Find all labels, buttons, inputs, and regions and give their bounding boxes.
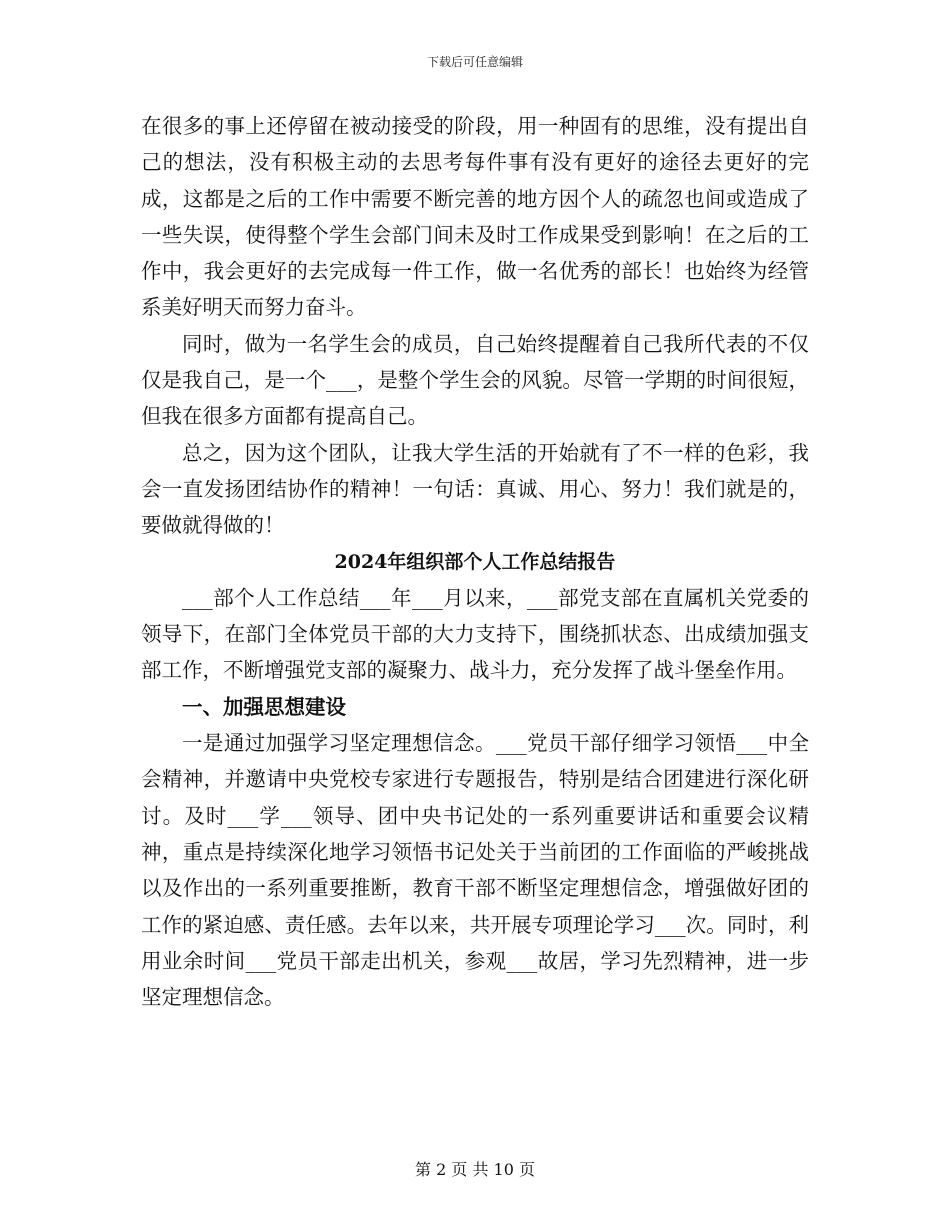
page-number: 第 2 页 共 10 页 bbox=[415, 1160, 535, 1179]
document-body bbox=[141, 108, 809, 1015]
section-heading: 一、加强思想建设 bbox=[182, 694, 346, 719]
paragraph-conclusion: 总之，因为这个团队，让我大学生活的开始就有了不一样的色彩，我会一直发扬团结协作的精神！一句话：真诚、用心、努力！我们就是的，要做就得做的！ bbox=[141, 440, 809, 538]
paragraph-study: 一是通过加强学习坚定理想信念。___党员干部仔细学习领悟___中全会精神，并邀请中央党校专家进行专题报告，特别是结合团建进行深化研讨。及时___学___领导、团中央书记处的一系列重要讲话和重要会议精神，重点是持续深化地学习领悟书记处关于当前团的工作面临的严峻挑战以及作出的一系列重要推断，教育干部不断坚定理想信念，增强做好团的工作的紧迫感、责任感。去年以来，共开展专项理论学习___次。同时，利用业余时间___党员干部走出机关，参观___故居，学习先烈精神，进一步坚定理想信念。 bbox=[141, 731, 809, 1010]
paragraph-member-role: 同时，做为一名学生会的成员，自己始终提醒着自己我所代表的不仅仅是我自己，是一个___，是整个学生会的风貌。尽管一学期的时间很短，但我在很多方面都有提高自己。 bbox=[141, 331, 809, 429]
page-header: 下载后可任意编辑 bbox=[426, 55, 523, 69]
paragraph-intro: ___部个人工作总结___年___月以来，___部党支部在直属机关党委的领导下，在部门全体党员干部的大力支持下，围绕抓状态、出成绩加强支部工作，不断增强党支部的凝聚力、战斗力，充分发挥了战斗堡垒作用。 bbox=[141, 585, 809, 683]
paragraph-continued: 在很多的事上还停留在被动接受的阶段，用一种固有的思维，没有提出自己的想法，没有积极主动的去思考每件事有没有更好的途径去更好的完成，这都是之后的工作中需要不断完善的地方因个人的疏忽也间或造成了一些失误，使得整个学生会部门间未及时工作成果受到影响！在之后的工作中，我会更好的去完成每一件工作，做一名优秀的部长！也始终为经管系美好明天而努力奋斗。 bbox=[141, 114, 809, 320]
report-title: 2024年组织部个人工作总结报告 bbox=[334, 550, 616, 573]
